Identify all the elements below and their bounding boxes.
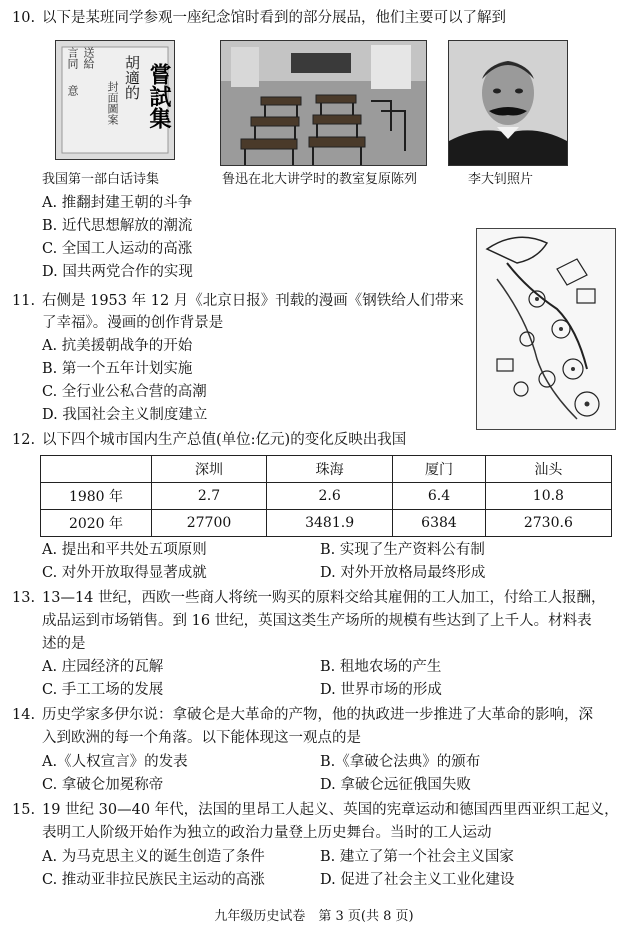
q15-option-d[interactable]: D. 促进了社会主义工业化建设 — [320, 872, 515, 888]
q10-option-a[interactable]: A. 推翻封建王朝的斗争 — [42, 195, 193, 211]
table-cell: 2.7 — [152, 483, 267, 510]
book-side-text-b: 封面圖案 — [106, 81, 119, 125]
q13-option-d[interactable]: D. 世界市场的形成 — [320, 682, 442, 698]
q14-stem-line1: 14. 历史学家多伊尔说：拿破仑是大革命的产物，他的执政进一步推进了大革命的影响，深 — [12, 707, 593, 723]
book-side-text-c: 言同 — [66, 47, 79, 69]
q13-stem-line2: 成品运到市场销售。到 16 世纪，英国这类生产场所的规模有些达到了上千人。材料表 — [42, 613, 592, 629]
table-cell: 10.8 — [485, 483, 611, 510]
table-cell: 1980 年 — [41, 483, 152, 510]
q15-stem-line2: 表明工人阶级开始作为独立的政治力量登上历史舞台。当时的工人运动 — [42, 825, 492, 841]
q15-option-a[interactable]: A. 为马克思主义的诞生创造了条件 — [42, 849, 265, 865]
table-header-cell: 珠海 — [267, 456, 393, 483]
q11-option-b[interactable]: B. 第一个五年计划实施 — [42, 361, 193, 377]
portrait-image — [448, 40, 568, 166]
q14-option-a[interactable]: A.《人权宣言》的发表 — [42, 754, 188, 770]
q12-option-b[interactable]: B. 实现了生产资料公有制 — [320, 542, 485, 558]
q14-option-d[interactable]: D. 拿破仑远征俄国失败 — [320, 777, 471, 793]
book-side-text-d: 意 — [66, 85, 79, 96]
q11-option-d[interactable]: D. 我国社会主义制度建立 — [42, 407, 208, 423]
table-cell: 27700 — [152, 510, 267, 537]
table-header-row — [41, 456, 612, 483]
book-title: 嘗試集 — [146, 63, 172, 129]
book-author: 胡適的 — [123, 55, 141, 100]
q14-option-b[interactable]: B.《拿破仑法典》的颁布 — [320, 754, 481, 770]
book-cover-image — [55, 40, 175, 160]
q15-option-b[interactable]: B. 建立了第一个社会主义国家 — [320, 849, 514, 865]
table-cell: 2.6 — [267, 483, 393, 510]
q11-option-a[interactable]: A. 抗美援朝战争的开始 — [42, 338, 193, 354]
table-cell: 6384 — [393, 510, 486, 537]
table-cell: 6.4 — [393, 483, 486, 510]
q10-option-d[interactable]: D. 国共两党合作的实现 — [42, 264, 193, 280]
caption-classroom: 鲁迅在北大讲学时的教室复原陈列 — [222, 172, 418, 187]
cartoon-image — [476, 228, 616, 430]
q13-option-c[interactable]: C. 手工工场的发展 — [42, 682, 164, 698]
q11-stem-line2: 了幸福》。漫画的创作背景是 — [42, 315, 224, 331]
q14-stem-line2: 入到欧洲的每一个角落。以下能体现这一观点的是 — [42, 730, 361, 746]
book-side-text-a: 送給 — [82, 47, 95, 69]
q11-stem-line1: 11. 右侧是 1953 年 12 月《北京日报》刊载的漫画《钢铁给人们带来 — [12, 293, 464, 309]
q11-option-c[interactable]: C. 全行业公私合营的高潮 — [42, 384, 207, 400]
table-header-cell: 汕头 — [485, 456, 611, 483]
q14-option-c[interactable]: C. 拿破仑加冕称帝 — [42, 777, 164, 793]
table-row — [41, 483, 612, 510]
q15-stem-line1: 15. 19 世纪 30—40 年代，法国的里昂工人起义、英国的宪章运动和德国西里西亚织工起义， — [12, 802, 619, 818]
caption-portrait: 李大钊照片 — [468, 172, 534, 187]
q12-option-a[interactable]: A. 提出和平共处五项原则 — [42, 542, 207, 558]
q10-option-c[interactable]: C. 全国工人运动的高涨 — [42, 241, 193, 257]
q10-stem: 10. 以下是某班同学参观一座纪念馆时看到的部分展品，他们主要可以了解到 — [12, 10, 506, 26]
q13-option-b[interactable]: B. 租地农场的产生 — [320, 659, 442, 675]
q13-stem-line1: 13. 13—14 世纪，西欧一些商人将统一购买的原料交给其雇佣的工人加工，付给工人报酬， — [12, 590, 606, 606]
q12-option-d[interactable]: D. 对外开放格局最终形成 — [320, 565, 486, 581]
q12-stem: 12. 以下四个城市国内生产总值(单位:亿元)的变化反映出我国 — [12, 432, 407, 448]
classroom-image — [220, 40, 427, 166]
gdp-table — [40, 455, 612, 537]
page-footer: 九年级历史试卷 第 3 页(共 8 页) — [214, 909, 414, 924]
q10-option-b[interactable]: B. 近代思想解放的潮流 — [42, 218, 193, 234]
caption-book: 我国第一部白话诗集 — [42, 172, 160, 187]
table-row — [41, 510, 612, 537]
table-header-cell — [41, 456, 152, 483]
table-cell: 3481.9 — [267, 510, 393, 537]
table-cell: 2730.6 — [485, 510, 611, 537]
table-header-cell: 深圳 — [152, 456, 267, 483]
table-cell: 2020 年 — [41, 510, 152, 537]
q13-option-a[interactable]: A. 庄园经济的瓦解 — [42, 659, 164, 675]
q12-option-c[interactable]: C. 对外开放取得显著成就 — [42, 565, 207, 581]
q13-stem-line3: 述的是 — [42, 636, 86, 652]
table-header-cell: 厦门 — [393, 456, 486, 483]
q15-option-c[interactable]: C. 推动亚非拉民族民主运动的高涨 — [42, 872, 265, 888]
